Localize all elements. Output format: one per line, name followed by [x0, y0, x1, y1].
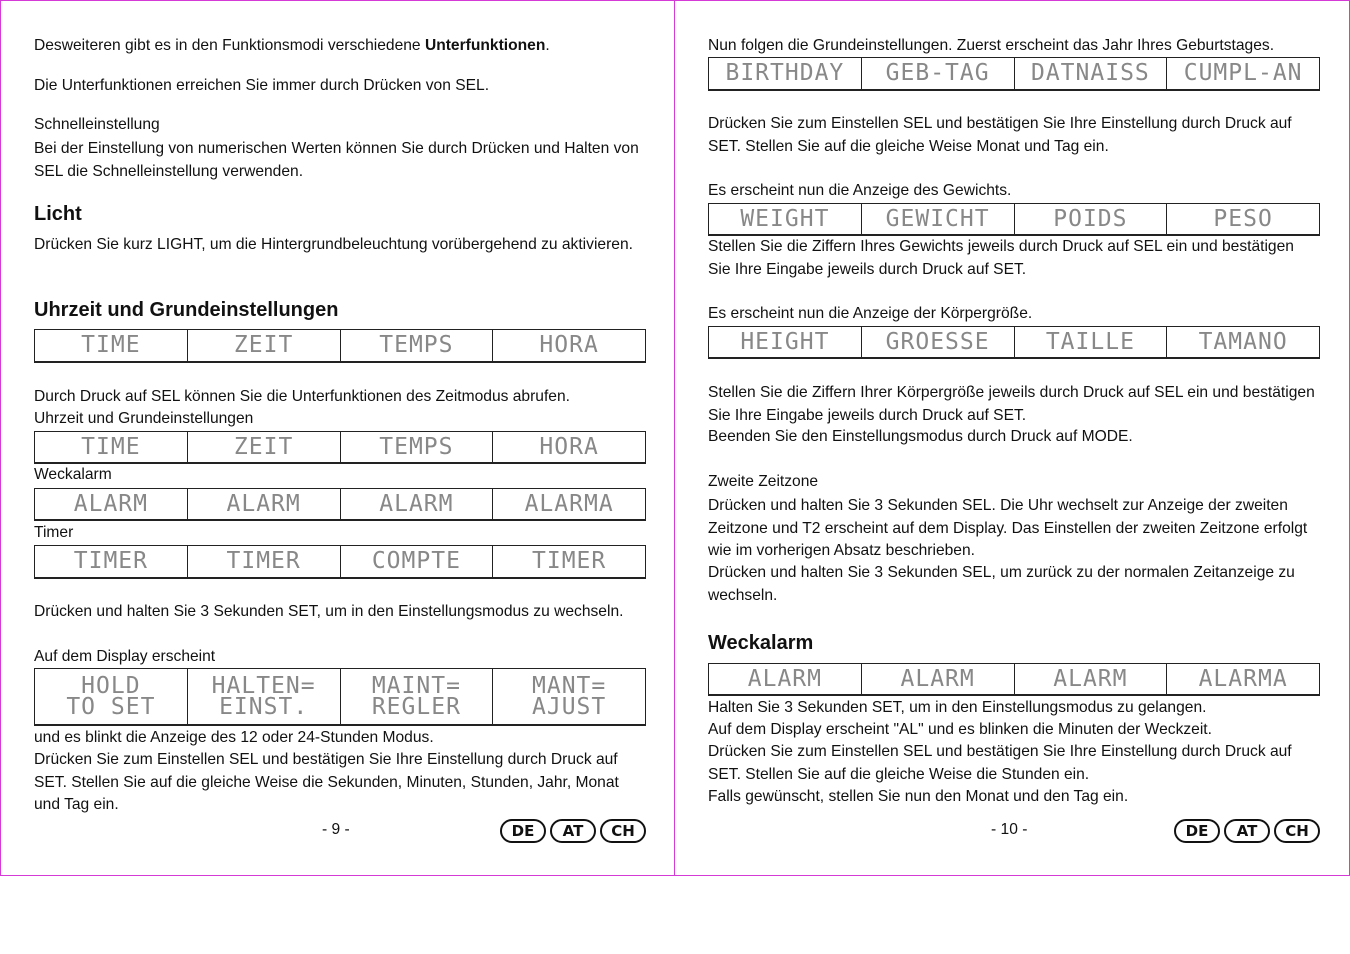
lcd-cell: TIME: [35, 432, 188, 462]
blink-text: und es blinkt die Anzeige des 12 oder 24-Stunden Modus.: [34, 729, 434, 746]
lcd-cell: GEB-TAG: [862, 58, 1015, 89]
intro-period: .: [545, 37, 550, 54]
lcd-cell: HORA: [539, 433, 599, 460]
schnelleinstellung-subheading: Schnelleinstellung: [34, 116, 160, 133]
alarm-text-4: Falls gewünscht, stellen Sie nun den Monat und den Tag ein.: [708, 788, 1129, 805]
mode-text: Beenden Sie den Einstellungsmodus durch Druck auf MODE.: [708, 428, 1133, 445]
lcd-cell: HOLD TO SET: [35, 669, 188, 724]
lcd-cell: TIMER: [532, 548, 607, 574]
left-page: [0, 0, 675, 876]
lcd-cell: CUMPL-AN: [1183, 60, 1303, 86]
lcd-display-time-2: [34, 431, 646, 464]
set-text: Drücken und halten Sie 3 Sekunden SET, um in den Einstellungsmodus zu wechseln.: [34, 603, 624, 620]
zone-text-1: Drücken und halten Sie 3 Sekunden SEL. Die Uhr wechselt zur Anzeige der zweiten Zeitzone und T2 erscheint auf dem Display. Das Einstellen der zweiten Zeitzone erfolgt wie im vorherigen Absatz beschrieben.: [708, 497, 1308, 559]
intro-bold-term: Unterfunktionen: [424, 37, 546, 54]
uhrzeit-subheading: Uhrzeit und Grundeinstellungen: [34, 410, 254, 427]
alarm-text-2: Auf dem Display erscheint "AL" und es blinken die Minuten der Weckzeit.: [708, 721, 1212, 738]
licht-heading: Licht: [34, 203, 82, 225]
uhrzeit-heading: Uhrzeit und Grundeinstellungen: [34, 299, 339, 321]
zweite-zeitzone-subheading: Zweite Zeitzone: [708, 473, 819, 490]
country-badges: [500, 819, 646, 843]
weckalarm-subheading: Weckalarm: [34, 466, 112, 483]
lcd-cell: ALARMA: [524, 490, 614, 517]
intro-paragraph-2: Die Unterfunktionen erreichen Sie immer durch Drücken von SEL.: [34, 77, 490, 94]
alarm-text-3: Drücken Sie zum Einstellen SEL und bestätigen Sie Ihre Einstellung durch Druck auf SET. Stellen Sie auf die gleiche Weise die Stunden ein.: [708, 743, 1292, 783]
lcd-cell: ALARM: [1015, 664, 1168, 694]
right-page: [674, 0, 1350, 876]
grund-text: Nun folgen die Grundeinstellungen. Zuerst erscheint das Jahr Ihres Geburtstages.: [708, 37, 1275, 54]
lcd-cell: GEWICHT: [862, 204, 1015, 234]
lcd-cell: GROESSE: [862, 327, 1015, 357]
lcd-cell: ALARM: [188, 489, 341, 519]
lcd-cell: HORA: [539, 332, 599, 358]
lcd-display-timer: [34, 545, 646, 579]
weight-text: Stellen Sie die Ziffern Ihres Gewichts jeweils durch Druck auf SEL ein und bestätigen Sie Ihre Eingabe jeweils durch Druck auf SET.: [708, 238, 1294, 278]
country-badges: [1174, 819, 1320, 843]
lcd-display-alarm-right: [708, 663, 1320, 696]
lcd-cell: ZEIT: [188, 432, 341, 462]
lcd-display-alarm: [34, 488, 646, 521]
country-badge-at: AT: [550, 819, 596, 843]
lcd-cell: HALTEN= EINST.: [188, 669, 341, 724]
lcd-cell: TEMPS: [341, 432, 494, 462]
lcd-cell: POIDS: [1015, 204, 1168, 234]
lcd-cell: TAMANO: [1198, 328, 1288, 355]
page-number: - 10 -: [991, 821, 1028, 838]
lcd-cell: TAILLE: [1015, 327, 1168, 357]
page-number: - 9 -: [322, 821, 350, 838]
height-text: Stellen Sie die Ziffern Ihrer Körpergröße jeweils durch Druck auf SEL ein und bestätigen Sie Ihre Eingabe jeweils durch Druck auf SET.: [708, 384, 1315, 424]
lcd-cell: TEMPS: [341, 330, 494, 361]
lcd-cell: BIRTHDAY: [709, 58, 862, 89]
lcd-cell: TIMER: [188, 546, 341, 577]
right-content: [708, 1, 1320, 877]
country-badge-ch: CH: [1274, 819, 1320, 843]
lcd-cell: ALARMA: [1198, 665, 1288, 692]
height-intro: Es erscheint nun die Anzeige der Körpergröße.: [708, 305, 1033, 322]
lcd-cell: ALARM: [709, 664, 862, 694]
lcd-cell: MANT= AJUST: [532, 672, 607, 720]
lcd-cell: ALARM: [35, 489, 188, 519]
lcd-cell: COMPTE: [341, 546, 494, 577]
weckalarm-heading: Weckalarm: [708, 632, 814, 654]
sel-text: Durch Druck auf SEL können Sie die Unterfunktionen des Zeitmodus abrufen.: [34, 388, 570, 405]
weight-intro: Es erscheint nun die Anzeige des Gewichts.: [708, 182, 1012, 199]
licht-text: Drücken Sie kurz LIGHT, um die Hintergrundbeleuchtung vorübergehend zu aktivieren.: [34, 236, 633, 253]
intro-paragraph-1: [34, 35, 646, 58]
right-footer: [675, 819, 1349, 845]
country-badge-at: AT: [1224, 819, 1270, 843]
lcd-display-birthday: [708, 57, 1320, 91]
left-content: [34, 1, 646, 877]
lcd-cell: WEIGHT: [709, 204, 862, 234]
birthday-text: Drücken Sie zum Einstellen SEL und bestätigen Sie Ihre Einstellung durch Druck auf SET. Stellen Sie auf die gleiche Weise Monat und Tag ein.: [708, 115, 1292, 155]
lcd-cell: ZEIT: [188, 330, 341, 361]
lcd-cell: HEIGHT: [709, 327, 862, 357]
lcd-display-weight: [708, 203, 1320, 236]
schnelleinstellung-text: Bei der Einstellung von numerischen Werten können Sie durch Drücken und Halten von SEL die Schnelleinstellung verwenden.: [34, 140, 639, 180]
lcd-cell: ALARM: [862, 664, 1015, 694]
lcd-cell: DATNAISS: [1015, 58, 1168, 89]
lcd-cell: MAINT= REGLER: [341, 669, 494, 724]
lcd-cell: TIMER: [35, 546, 188, 577]
alarm-text-1: Halten Sie 3 Sekunden SET, um in den Einstellungsmodus zu gelangen.: [708, 699, 1207, 716]
lcd-display-hold: [34, 668, 646, 726]
country-badge-ch: CH: [600, 819, 646, 843]
country-badge-de: DE: [500, 819, 546, 843]
press-text: Drücken Sie zum Einstellen SEL und bestätigen Sie Ihre Einstellung durch Druck auf SET. Stellen Sie auf die gleiche Weise die Sekunden, Minuten, Stunden, Jahr, Monat und Tag ein.: [34, 751, 619, 813]
zone-text-2: Drücken und halten Sie 3 Sekunden SEL, um zurück zu der normalen Zeitanzeige zu wechseln.: [708, 564, 1295, 604]
lcd-cell: ALARM: [341, 489, 494, 519]
country-badge-de: DE: [1174, 819, 1220, 843]
intro-text: Desweiteren gibt es in den Funktionsmodi verschiedene: [34, 37, 425, 54]
lcd-cell: TIME: [35, 330, 188, 361]
lcd-display-time: [34, 329, 646, 363]
timer-subheading: Timer: [34, 524, 74, 541]
display-appears-text: Auf dem Display erscheint: [34, 648, 216, 665]
lcd-cell: PESO: [1213, 205, 1273, 232]
left-footer: [1, 819, 674, 845]
lcd-display-height: [708, 326, 1320, 359]
